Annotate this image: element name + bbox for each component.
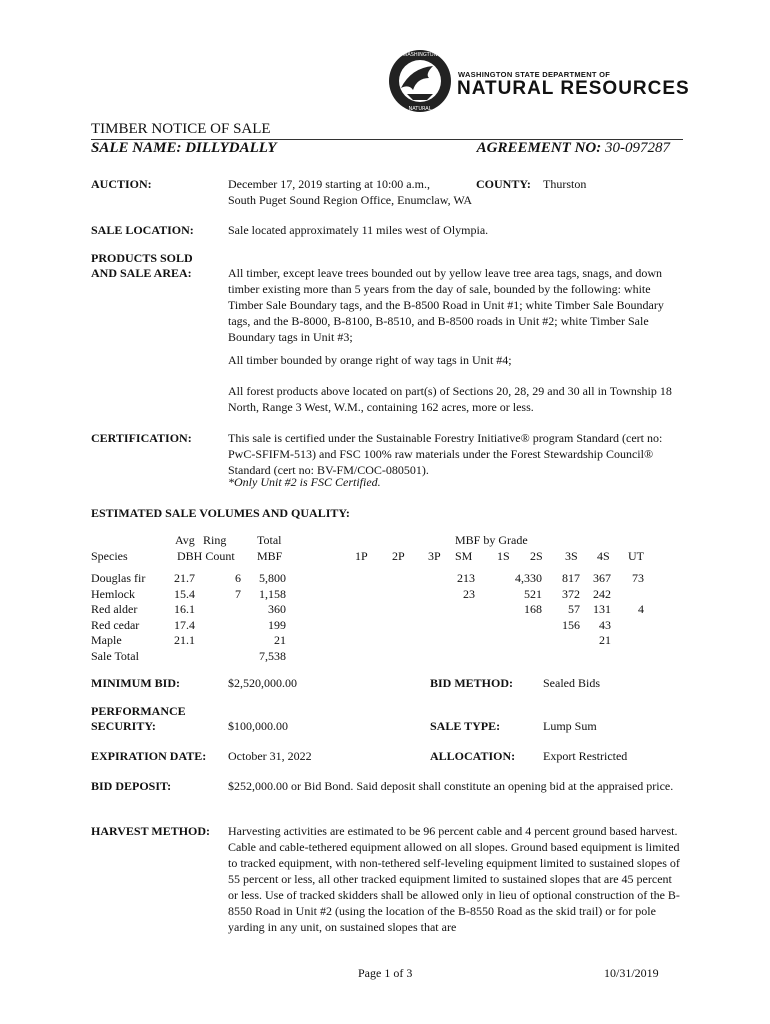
- grade-cell: 213: [457, 571, 475, 585]
- agreement-value: 30-097287: [605, 140, 670, 156]
- dbh-cell: 17.4: [174, 617, 195, 632]
- county-value: Thurston: [543, 177, 587, 191]
- page-number: Page 1 of 3: [358, 966, 413, 980]
- grade-cell: 21: [599, 633, 611, 647]
- minimum-bid-value: $2,520,000.00: [228, 676, 297, 690]
- bid-method-label: BID METHOD:: [430, 676, 514, 690]
- allocation-value: Export Restricted: [543, 749, 628, 763]
- dnr-seal-icon: [387, 48, 453, 114]
- products-label-2: AND SALE AREA:: [91, 266, 192, 280]
- agency-name: NATURAL RESOURCES: [457, 78, 690, 99]
- grade-header: 3S: [565, 549, 578, 563]
- grade-cell: 817: [562, 571, 580, 585]
- products-label-1: PRODUCTS SOLD: [91, 251, 193, 265]
- grade-cell: 367: [593, 571, 611, 585]
- hdr-mbf-grade: MBF by Grade: [455, 533, 528, 547]
- total-mbf-cell: 21: [274, 633, 286, 647]
- sale-name-value: DILLYDALLY: [185, 140, 277, 156]
- hdr-species: Species: [91, 549, 128, 563]
- doc-title: TIMBER NOTICE OF SALE: [91, 121, 271, 137]
- agreement-no: [477, 140, 670, 157]
- grade-cell: 521: [524, 586, 542, 601]
- species-cell: Douglas fir: [91, 571, 146, 585]
- agreement-label: AGREEMENT NO:: [476, 140, 602, 156]
- grade-cell: 131: [593, 602, 611, 616]
- species-cell: Red alder: [91, 602, 138, 616]
- grade-header: UT: [628, 549, 644, 563]
- hdr-avg: Avg: [175, 533, 195, 547]
- sale-name: [91, 140, 277, 157]
- grade-cell: 23: [463, 586, 475, 601]
- dept-line: WASHINGTON STATE DEPARTMENT OF: [458, 70, 611, 79]
- bid-deposit-label: BID DEPOSIT:: [91, 779, 172, 793]
- hdr-mbf: MBF: [257, 549, 283, 563]
- grade-cell: 156: [562, 617, 580, 632]
- dbh-cell: 15.4: [174, 586, 195, 601]
- total-mbf-cell: 199: [268, 617, 286, 632]
- grade-header: 1S: [497, 549, 510, 563]
- sale-name-label: SALE NAME:: [91, 140, 182, 156]
- grade-header: 4S: [597, 549, 610, 563]
- grade-header: 2S: [530, 549, 543, 563]
- certification-note: *Only Unit #2 is FSC Certified.: [228, 475, 381, 489]
- certification-label: CERTIFICATION:: [91, 431, 192, 445]
- dbh-cell: 21.1: [174, 633, 195, 647]
- total-mbf-cell: 1,158: [259, 586, 286, 601]
- total-mbf-cell: 7,538: [259, 648, 286, 663]
- footer-date: 10/31/2019: [604, 966, 659, 980]
- ring-cell: 7: [235, 586, 241, 601]
- total-mbf-cell: 5,800: [259, 571, 286, 585]
- expiration-value: October 31, 2022: [228, 749, 312, 763]
- grade-cell: 242: [593, 586, 611, 601]
- minimum-bid-label: MINIMUM BID:: [91, 676, 180, 690]
- county-label: COUNTY:: [476, 177, 531, 191]
- total-mbf-cell: 360: [268, 602, 286, 616]
- performance-label-2: SECURITY:: [91, 719, 156, 733]
- grade-header: 1P: [355, 549, 368, 563]
- grade-cell: 168: [524, 602, 542, 616]
- grade-cell: 4,330: [515, 571, 542, 585]
- hdr-dbh-count: DBH Count: [177, 549, 235, 563]
- auction-line1: December 17, 2019 starting at 10:00 a.m.,: [228, 177, 430, 191]
- grade-cell: 57: [568, 602, 580, 616]
- hdr-total: Total: [257, 533, 282, 547]
- grade-cell: 73: [632, 571, 644, 585]
- sale-type-label: SALE TYPE:: [430, 719, 501, 733]
- certification-text: This sale is certified under the Sustainable Forestry Initiative® program Standard (cert no: PwC-SFIFM-513) and FSC 100% raw materials under the Forest Stewardship Council® Standard (cert no: BV-FM/COC-080501).: [228, 431, 663, 477]
- sale-type-value: Lump Sum: [543, 719, 597, 733]
- species-cell: Hemlock: [91, 586, 135, 601]
- allocation-label: ALLOCATION:: [430, 749, 516, 763]
- expiration-label: EXPIRATION DATE:: [91, 749, 207, 763]
- performance-label-1: PERFORMANCE: [91, 704, 186, 718]
- species-cell: Red cedar: [91, 617, 140, 632]
- bid-deposit-text: $252,000.00 or Bid Bond. Said deposit shall constitute an opening bid at the appraised price.: [228, 779, 674, 793]
- dbh-cell: 21.7: [174, 571, 195, 585]
- harvest-label: HARVEST METHOD:: [91, 824, 211, 838]
- auction-line2: South Puget Sound Region Office, Enumclaw, WA: [228, 193, 473, 207]
- products-para2: All timber bounded by orange right of way tags in Unit #4;: [228, 353, 512, 367]
- grade-header: 3P: [428, 549, 441, 563]
- dbh-cell: 16.1: [174, 602, 195, 616]
- grade-header: SM: [455, 549, 473, 563]
- sale-location-label: SALE LOCATION:: [91, 223, 194, 237]
- bid-method-value: Sealed Bids: [543, 676, 600, 690]
- svg-text:WASHINGTON: WASHINGTON: [402, 52, 438, 58]
- species-cell: Sale Total: [91, 648, 139, 663]
- sale-location-text: Sale located approximately 11 miles west of Olympia.: [228, 223, 489, 237]
- volumes-heading: ESTIMATED SALE VOLUMES AND QUALITY:: [91, 506, 350, 520]
- auction-label: AUCTION:: [91, 177, 152, 191]
- grade-cell: 372: [562, 586, 580, 601]
- hdr-ring: Ring: [203, 533, 227, 547]
- harvest-text: Harvesting activities are estimated to be 96 percent cable and 4 percent ground based harvest. Cable and cable-tethered equipment allowed on all slopes. Ground based equipment is limited to tracked equipment, with non-tethered self-leveling equipment limited to sustained slopes of 55 percent or less, all other tracked equipment limited to sustained slopes that are 45 percent or less. Use of tracked skidders shall be allowed only in lieu of optional construction of the B-8550 Road in Unit #2 (using the location of the B-8550 Road as the skid trail) or for pole yarding in any unit, on sustained slopes that are: [228, 824, 680, 934]
- svg-text:NATURAL: NATURAL: [408, 106, 432, 112]
- products-para1: All timber, except leave trees bounded out by yellow leave tree area tags, snags, and down timber existing more than 5 years from the day of sale, bounded by the following: white Timber Sale Boundary tags, and the B-8500 Road in Unit #1; white Timber Sale Boundary tags, and the B-8000, B-8100, B-8510, and B-8500 roads in Unit #2; white Timber Sale Boundary tags in Unit #3;: [228, 266, 664, 344]
- grade-cell: 4: [638, 602, 644, 616]
- grade-cell: 43: [599, 617, 611, 632]
- ring-cell: 6: [235, 571, 241, 585]
- performance-value: $100,000.00: [228, 719, 288, 733]
- products-para3: All forest products above located on part(s) of Sections 20, 28, 29 and 30 all in Township 18 North, Range 3 West, W.M., containing 162 acres, more or less.: [228, 384, 672, 414]
- species-cell: Maple: [91, 633, 122, 647]
- grade-header: 2P: [392, 549, 405, 563]
